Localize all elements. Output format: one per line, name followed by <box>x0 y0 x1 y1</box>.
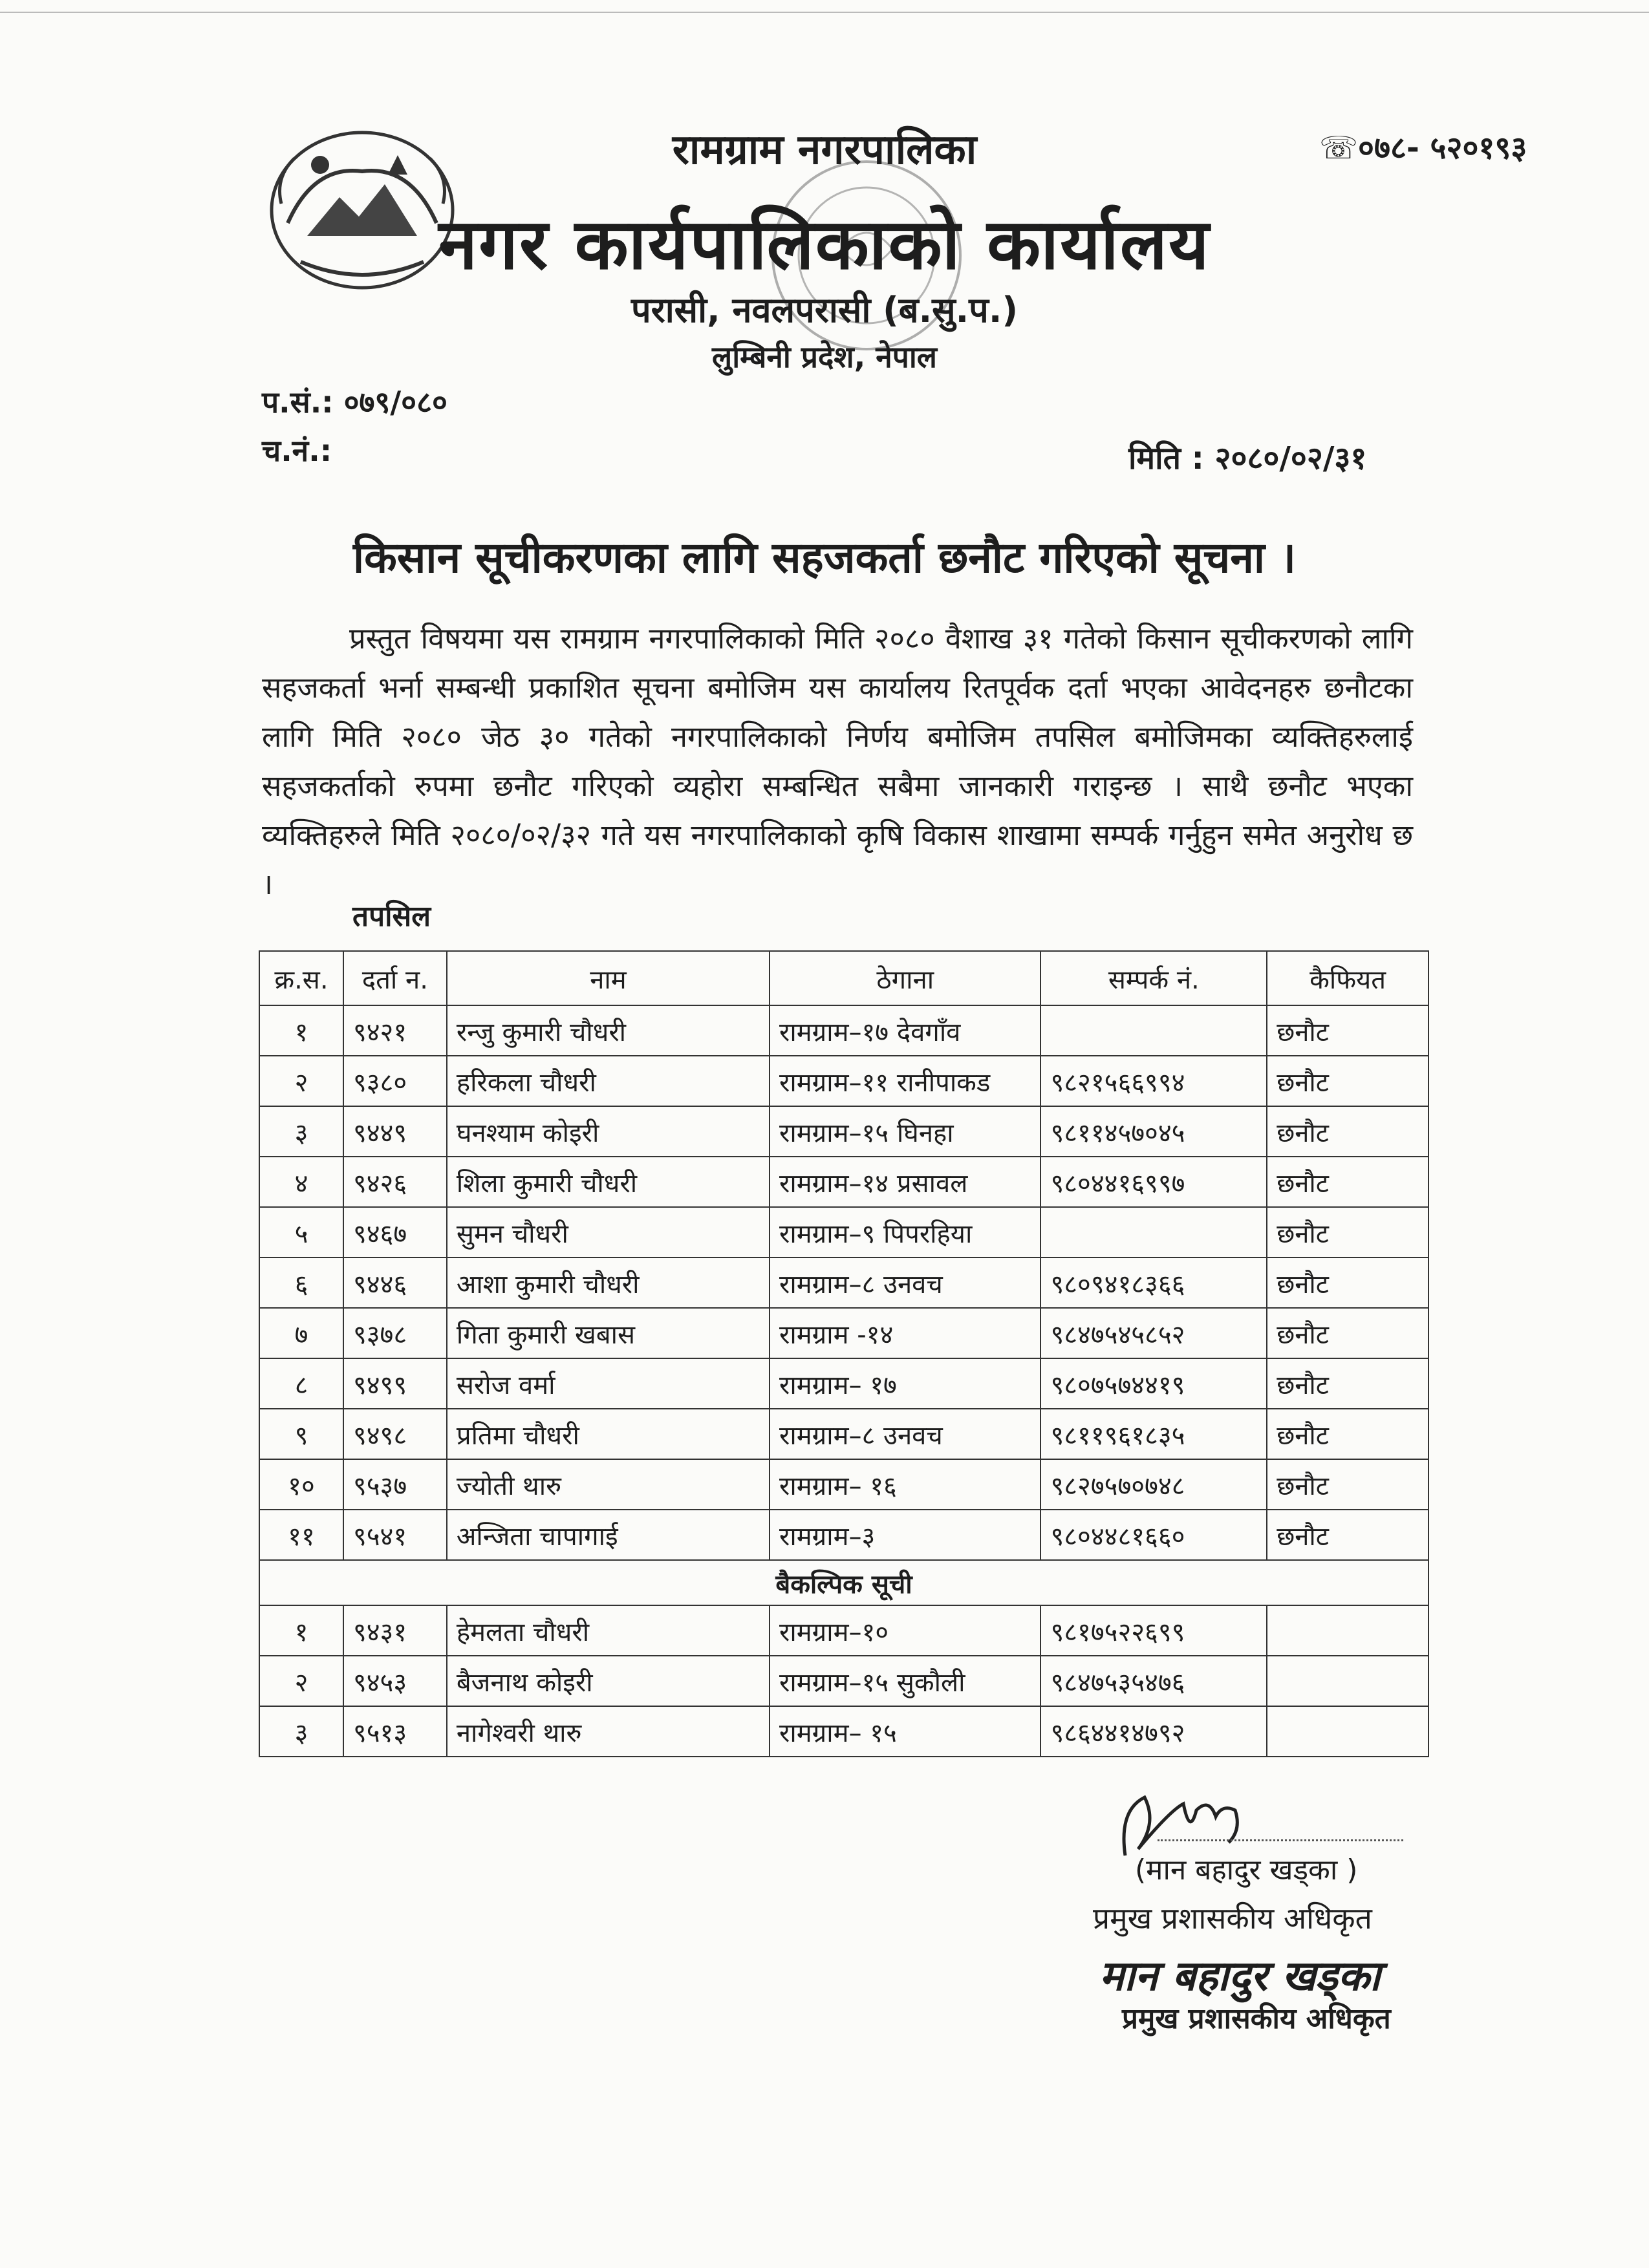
cell-remarks: छनौट <box>1267 1157 1428 1207</box>
cell-contact: ९८०७५७४४१९ <box>1040 1358 1267 1409</box>
cell-registration: ९५४१ <box>343 1510 447 1560</box>
dispatch-number: च.नं.: <box>262 433 332 468</box>
cell-registration: ९४९९ <box>343 1358 447 1409</box>
cell-name: सरोज वर्मा <box>447 1358 770 1409</box>
cell-remarks: छनौट <box>1267 1459 1428 1510</box>
office-location: परासी, नवलपरासी (ब.सु.प.) <box>630 290 1018 330</box>
notice-body: प्रस्तुत विषयमा यस रामग्राम नगरपालिकाको मिति २०८० वैशाख ३१ गतेको किसान सूचीकरणको लागि सहजकर्ता भर्ना सम्बन्धी प्रकाशित सूचना बमोजिम यस कार्यालय रितपूर्वक दर्ता भएका आवेदनहरु छनौटका लागि मिति २०८० जेठ ३० गतेको नगरपालिकाको निर्णय बमोजिम तपसिल बमोजिमका व्यक्तिहरुलाई सहजकर्ताको रुपमा छनौट गरिएको व्यहोरा सम्बन्धित सबैमा जानकारी गराइन्छ । साथै छनौट भएका व्यक्तिहरुले मिति २०८०/०२/३२ गते यस नगरपालिकाको कृषि विकास शाखामा सम्पर्क गर्नुहुन समेत अनुरोध छ । <box>262 621 1413 901</box>
cell-registration: ९४२१ <box>343 1005 447 1056</box>
cell-registration: ९५१३ <box>343 1706 447 1757</box>
cell-serial: २ <box>259 1056 343 1106</box>
cell-address: रामग्राम– १६ <box>770 1459 1040 1510</box>
cell-name: प्रतिमा चौधरी <box>447 1409 770 1459</box>
alternate-table-row <box>259 1605 1428 1656</box>
table-row <box>259 1157 1428 1207</box>
cell-registration: ९४९८ <box>343 1409 447 1459</box>
header-address: ठेगाना <box>770 951 1040 1005</box>
municipality-name: रामग्राम नगरपालिका <box>672 126 977 174</box>
cell-serial: २ <box>259 1656 343 1706</box>
alternate-list-heading-row <box>259 1560 1428 1605</box>
cell-remarks: छनौट <box>1267 1409 1428 1459</box>
cell-serial: ३ <box>259 1106 343 1157</box>
cell-remarks: छनौट <box>1267 1510 1428 1560</box>
cell-registration: ९३७८ <box>343 1308 447 1358</box>
office-name: नगर कार्यपालिकाको कार्यालय <box>438 204 1211 285</box>
cell-name: घनश्याम कोइरी <box>447 1106 770 1157</box>
cell-address: रामग्राम–१५ सुकौली <box>770 1656 1040 1706</box>
cell-name: बैजनाथ कोइरी <box>447 1656 770 1706</box>
designation-stamp: प्रमुख प्रशासकीय अधिकृत <box>1122 2002 1391 2035</box>
cell-contact <box>1040 1207 1267 1257</box>
cell-address: रामग्राम–१० <box>770 1605 1040 1656</box>
cell-contact: ९८४७५३५४७६ <box>1040 1656 1267 1706</box>
table-row <box>259 1257 1428 1308</box>
name-stamp: मान बहादुर खड्का <box>1099 1952 1381 2000</box>
table-header-row <box>259 951 1428 1005</box>
cell-remarks <box>1267 1706 1428 1757</box>
cell-contact: ९८०४४१६९९७ <box>1040 1157 1267 1207</box>
cell-remarks: छनौट <box>1267 1056 1428 1106</box>
cell-serial: ५ <box>259 1207 343 1257</box>
office-province: लुम्बिनी प्रदेश, नेपाल <box>712 339 937 374</box>
selection-table <box>259 950 1429 1757</box>
header-serial: क्र.स. <box>259 951 343 1005</box>
cell-serial: ११ <box>259 1510 343 1560</box>
cell-contact: ९८६४४१४७९२ <box>1040 1706 1267 1757</box>
cell-name: ज्योती थारु <box>447 1459 770 1510</box>
table-row <box>259 1207 1428 1257</box>
phone-number: ☏०७८- ५२०१९३ <box>1319 130 1527 166</box>
cell-registration: ९४२६ <box>343 1157 447 1207</box>
cell-remarks: छनौट <box>1267 1005 1428 1056</box>
cell-name: आशा कुमारी चौधरी <box>447 1257 770 1308</box>
notice-title: किसान सूचीकरणका लागि सहजकर्ता छनौट गरिएको सूचना । <box>353 533 1296 583</box>
cell-address: रामग्राम–१७ देवगाँव <box>770 1005 1040 1056</box>
cell-address: रामग्राम–९ पिपरहिया <box>770 1207 1040 1257</box>
header-remarks: कैफियत <box>1267 951 1428 1005</box>
cell-registration: ९३८० <box>343 1056 447 1106</box>
cell-address: रामग्राम -१४ <box>770 1308 1040 1358</box>
cell-remarks: छनौट <box>1267 1308 1428 1358</box>
table-row <box>259 1459 1428 1510</box>
cell-remarks: छनौट <box>1267 1257 1428 1308</box>
cell-remarks <box>1267 1605 1428 1656</box>
signer-name: (मान बहादुर खड्का ) <box>1135 1854 1358 1887</box>
cell-name: गिता कुमारी खबास <box>447 1308 770 1358</box>
cell-address: रामग्राम–१४ प्रसावल <box>770 1157 1040 1207</box>
cell-address: रामग्राम– १७ <box>770 1358 1040 1409</box>
table-row <box>259 1056 1428 1106</box>
cell-address: रामग्राम–८ उनवच <box>770 1257 1040 1308</box>
alternate-table-row <box>259 1706 1428 1757</box>
cell-registration: ९५३७ <box>343 1459 447 1510</box>
cell-address: रामग्राम– १५ <box>770 1706 1040 1757</box>
cell-contact: ९८०९४१८३६६ <box>1040 1257 1267 1308</box>
cell-name: अन्जिता चापागाई <box>447 1510 770 1560</box>
cell-contact <box>1040 1005 1267 1056</box>
cell-serial: ४ <box>259 1157 343 1207</box>
signer-title: प्रमुख प्रशासकीय अधिकृत <box>1093 1901 1372 1936</box>
page-edge-line <box>0 12 1649 13</box>
cell-registration: ९४४९ <box>343 1106 447 1157</box>
alternate-table-row <box>259 1656 1428 1706</box>
cell-name: शिला कुमारी चौधरी <box>447 1157 770 1207</box>
cell-serial: ६ <box>259 1257 343 1308</box>
cell-address: रामग्राम–१५ घिनहा <box>770 1106 1040 1157</box>
annex-label: तपसिल <box>352 900 431 933</box>
cell-contact: ९८०४४८१६६० <box>1040 1510 1267 1560</box>
signature-line <box>1158 1839 1403 1841</box>
cell-name: रन्जु कुमारी चौधरी <box>447 1005 770 1056</box>
cell-serial: ९ <box>259 1409 343 1459</box>
table-row <box>259 1308 1428 1358</box>
cell-contact: ९८२७५७०७४८ <box>1040 1459 1267 1510</box>
cell-contact: ९८४७५४५८५२ <box>1040 1308 1267 1358</box>
header-registration: दर्ता न. <box>343 951 447 1005</box>
cell-name: नागेश्वरी थारु <box>447 1706 770 1757</box>
table-row <box>259 1510 1428 1560</box>
table-row <box>259 1358 1428 1409</box>
cell-remarks: छनौट <box>1267 1358 1428 1409</box>
cell-contact: ९८११४५७०४५ <box>1040 1106 1267 1157</box>
cell-serial: १ <box>259 1605 343 1656</box>
cell-name: सुमन चौधरी <box>447 1207 770 1257</box>
table-row <box>259 1005 1428 1056</box>
cell-remarks: छनौट <box>1267 1106 1428 1157</box>
cell-serial: ७ <box>259 1308 343 1358</box>
cell-contact: ९८११९६१८३५ <box>1040 1409 1267 1459</box>
cell-remarks: छनौट <box>1267 1207 1428 1257</box>
alternate-list-title: बैकल्पिक सूची <box>259 1560 1428 1605</box>
cell-contact: ९८२१५६६९९४ <box>1040 1056 1267 1106</box>
cell-serial: ८ <box>259 1358 343 1409</box>
cell-registration: ९४५३ <box>343 1656 447 1706</box>
table-row <box>259 1409 1428 1459</box>
cell-serial: १० <box>259 1459 343 1510</box>
cell-name: हेमलता चौधरी <box>447 1605 770 1656</box>
cell-address: रामग्राम–११ रानीपाकड <box>770 1056 1040 1106</box>
cell-serial: १ <box>259 1005 343 1056</box>
table-row <box>259 1106 1428 1157</box>
cell-name: हरिकला चौधरी <box>447 1056 770 1106</box>
cell-registration: ९४३१ <box>343 1605 447 1656</box>
cell-registration: ९४६७ <box>343 1207 447 1257</box>
cell-address: रामग्राम–८ उनवच <box>770 1409 1040 1459</box>
notice-date: मिति : २०८०/०२/३१ <box>1128 440 1367 476</box>
cell-serial: ३ <box>259 1706 343 1757</box>
header-contact: सम्पर्क नं. <box>1040 951 1267 1005</box>
header-name: नाम <box>447 951 770 1005</box>
cell-address: रामग्राम–३ <box>770 1510 1040 1560</box>
reference-number: प.सं.: ०७९/०८० <box>262 385 447 420</box>
cell-registration: ९४४६ <box>343 1257 447 1308</box>
cell-contact: ९८१७५२२६९९ <box>1040 1605 1267 1656</box>
cell-remarks <box>1267 1656 1428 1706</box>
